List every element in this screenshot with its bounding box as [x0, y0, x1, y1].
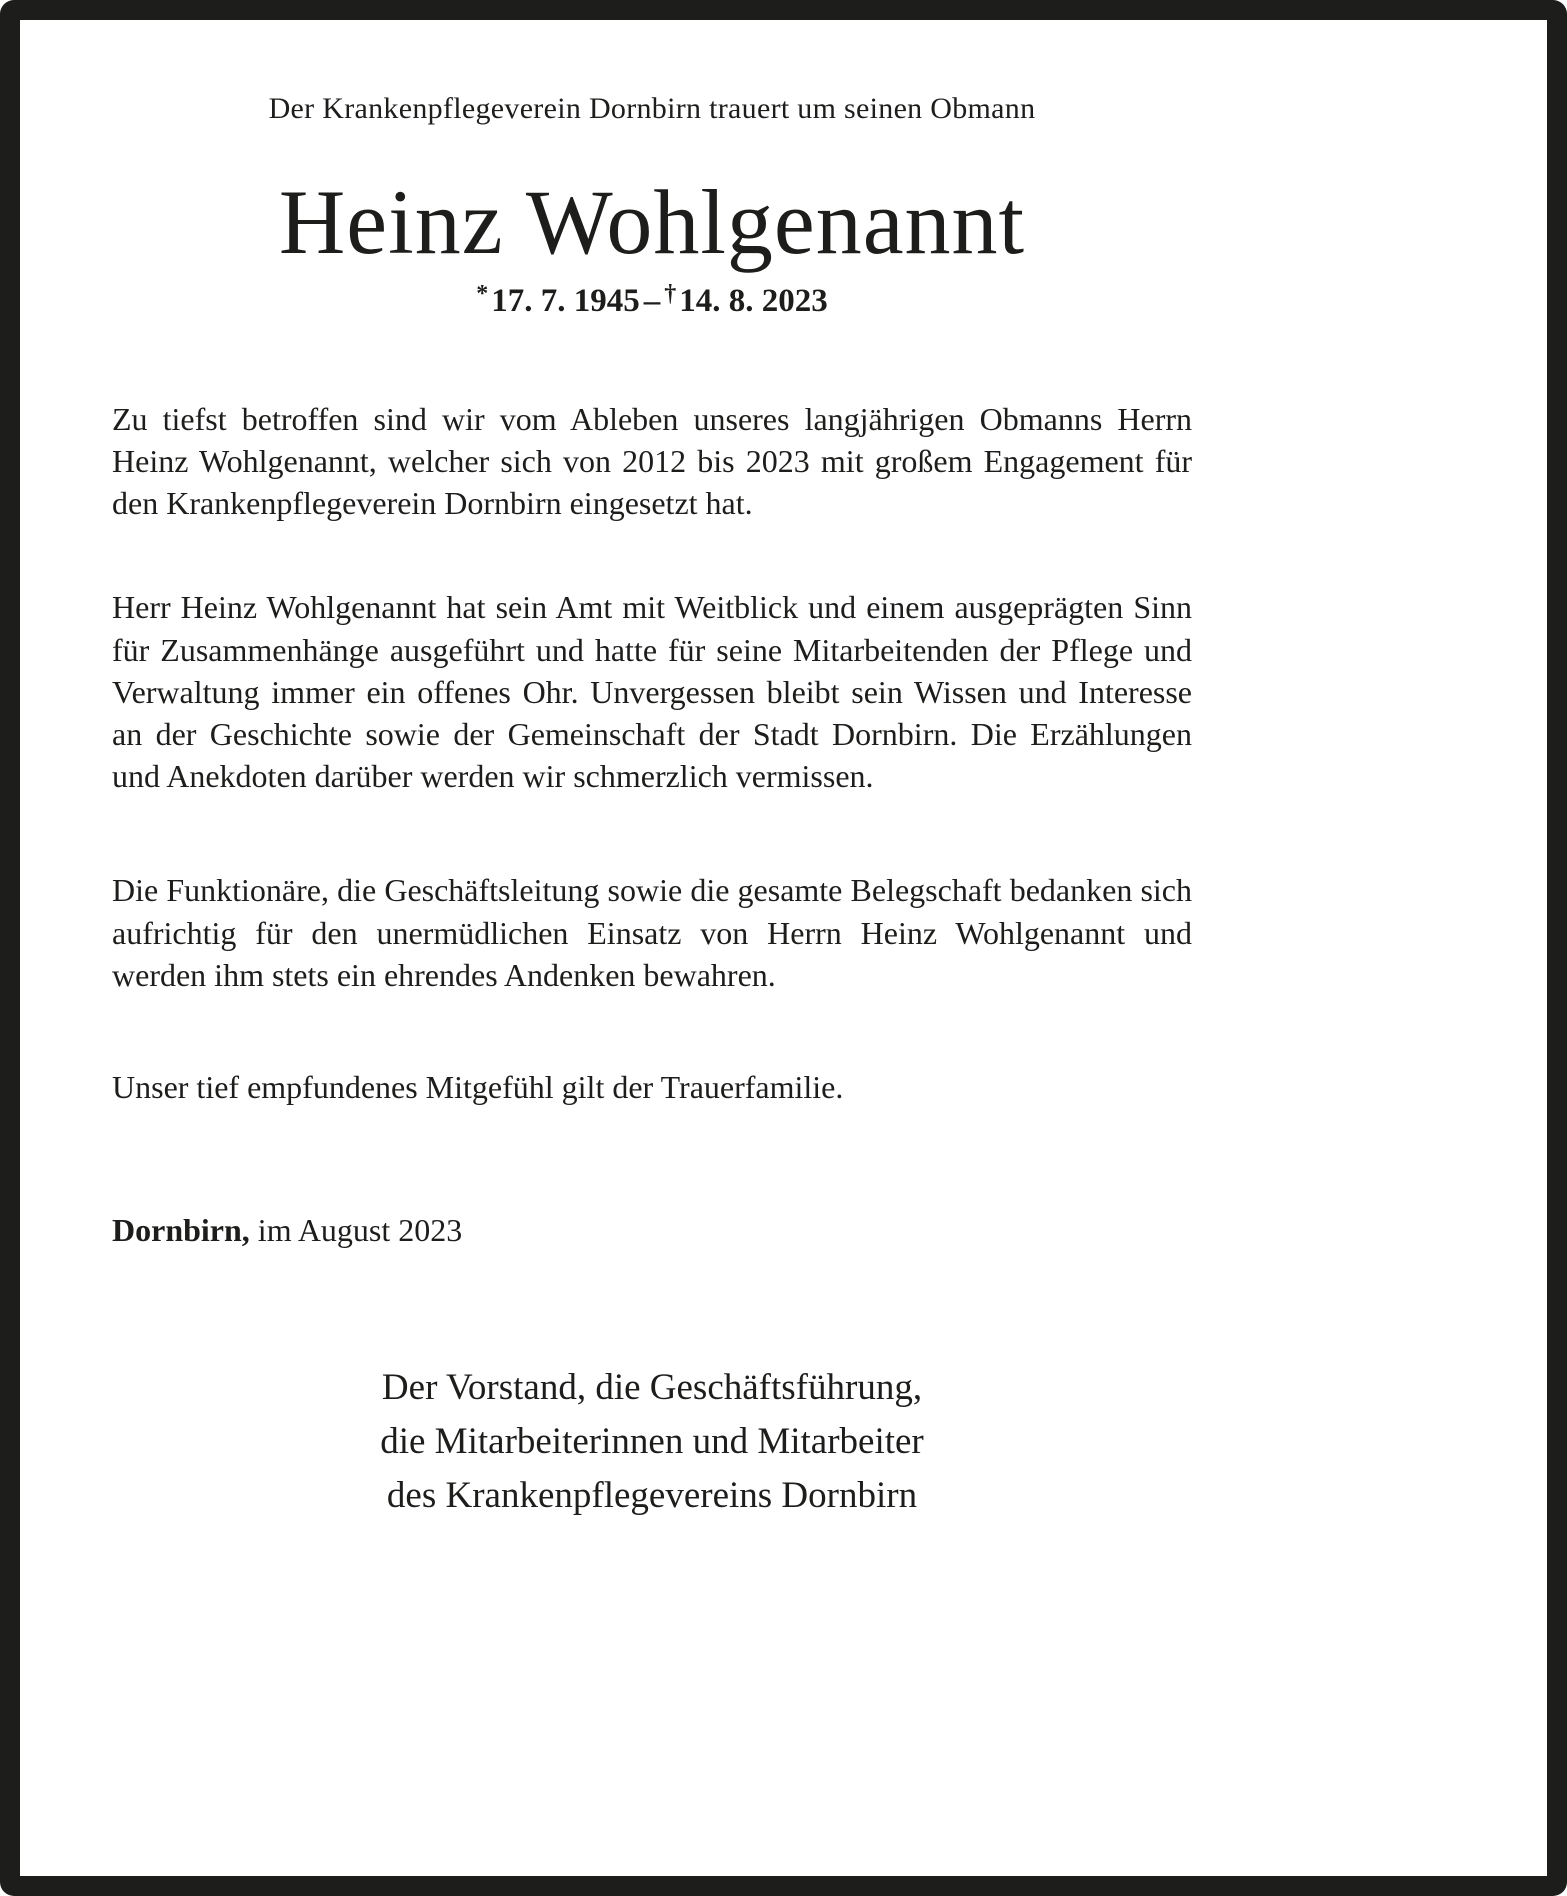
- intro-line: Der Krankenpflegeverein Dornbirn trauert um seinen Obmann: [268, 92, 1036, 125]
- deceased-name: Heinz Wohlgenannt: [278, 171, 1026, 273]
- closing-line-3: des Krankenpflegevereins Dornbirn: [386, 1474, 918, 1516]
- paragraph-thanks: Die Funktionäre, die Geschäftsleitung sowie die gesamte Belegschaft bedanken sich aufrichtig für den unermüdlichen Einsatz von Herrn Heinz Wohlgenannt und werden ihm stets ein ehrendes Andenken bewahren.: [112, 872, 1192, 993]
- paragraph-condolence: Zu tiefst betroffen sind wir vom Ableben unseres langjährigen Obmanns Herrn Heinz Wohlgenannt, welcher sich von 2012 bis 2023 mit großem Engagement für den Krankenpflegeverein Dornbirn eingesetzt hat.: [112, 400, 1192, 522]
- place-name: Dornbirn,: [112, 1212, 250, 1249]
- death-date: 14. 8. 2023: [679, 282, 828, 319]
- place-date-line: [112, 1212, 1192, 1249]
- life-dates: [112, 281, 1192, 320]
- obituary-content: [112, 20, 1192, 1522]
- death-cross-symbol: †: [664, 280, 677, 307]
- birth-date: 17. 7. 1945: [491, 282, 640, 319]
- date-text: im August 2023: [257, 1212, 463, 1249]
- closing-block: [112, 1361, 1192, 1522]
- paragraph-sympathy: Unser tief empfundenes Mitgefühl gilt der Trauerfamilie.: [112, 1069, 844, 1106]
- paragraph-tribute: Herr Heinz Wohlgenannt hat sein Amt mit Weitblick und einem ausgeprägten Sinn für Zusammenhänge ausgeführt und hatte für seine Mitarbeitenden der Pflege und Verwaltung immer ein offenes Ohr. Unvergessen bleibt sein Wissen und Interesse an der Geschichte sowie der Gemeinschaft der Stadt Dornbirn. Die Erzählungen und Anekdoten darüber werden wir schmerzlich vermissen.: [112, 589, 1192, 795]
- date-separator: –: [643, 282, 661, 319]
- birth-star-symbol: *: [476, 280, 489, 307]
- closing-line-2: die Mitarbeiterinnen und Mitarbeiter: [380, 1421, 924, 1463]
- closing-line-1: Der Vorstand, die Geschäftsführung,: [381, 1367, 923, 1409]
